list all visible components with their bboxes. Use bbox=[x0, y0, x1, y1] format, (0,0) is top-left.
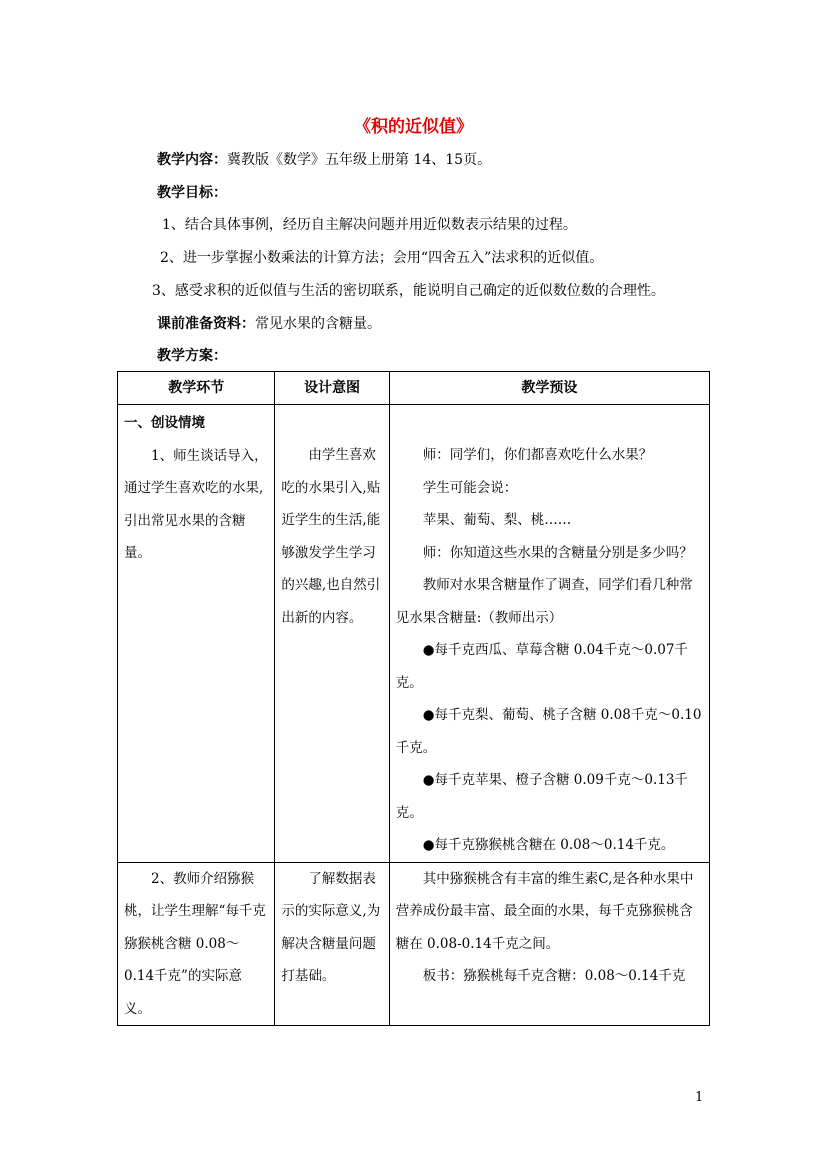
sugar-bullet: ● 每千克苹果、橙子含糖 0.09千克～0.13千克。 bbox=[396, 764, 703, 829]
content-text: 冀教版《数学》五年级上册第 14、15页。 bbox=[227, 152, 492, 168]
goals-label: 教学目标： bbox=[157, 185, 227, 201]
stage-cell bbox=[118, 405, 275, 863]
header-plan: 教学预设 bbox=[389, 372, 709, 405]
goals-heading bbox=[157, 183, 227, 203]
preparation bbox=[157, 314, 381, 334]
plan-line: 师：你知道这些水果的含糖量分别是多少吗？ bbox=[422, 544, 693, 561]
intent-text: 由学生喜欢吃的水果引入,贴近学生的生活,能够激发学生学习的兴趣,也自然引出新的内容。 bbox=[281, 447, 381, 626]
prep-text: 常见水果的含糖量。 bbox=[255, 316, 381, 332]
goal-item: 1、结合具体事例，经历自主解决问题并用近似数表示结果的过程。 bbox=[162, 217, 577, 233]
plan-line: 苹果、葡萄、梨、桃…… bbox=[422, 512, 572, 528]
intent-cell bbox=[275, 405, 389, 863]
sugar-bullet: ● 每千克梨、葡萄、桃子含糖 0.08千克～0.10千克。 bbox=[396, 699, 703, 764]
content-label: 教学内容： bbox=[157, 152, 227, 168]
plan-line: 其中猕猴桃含有丰富的维生素C,是各种水果中营养成份最丰富、最全面的水果，每千克猕猴桃含糖在 0.08-0.14千克之间。 bbox=[395, 870, 694, 952]
stage-text: 1、师生谈话导入，通过学生喜欢吃的水果,引出常见水果的含糖量。 bbox=[124, 447, 268, 561]
plan-heading bbox=[157, 346, 227, 366]
table-row bbox=[118, 405, 710, 863]
plan-label: 教学方案： bbox=[157, 348, 227, 364]
table-row bbox=[118, 862, 710, 1026]
teaching-content bbox=[157, 150, 491, 170]
plan-line: 师：同学们，你们都喜欢吃什么水果？ bbox=[422, 447, 653, 463]
goal-item: 3、感受求积的近似值与生活的密切联系，能说明自己确定的近似数位数的合理性。 bbox=[152, 283, 665, 299]
plan-cell bbox=[389, 405, 709, 863]
plan-cell bbox=[389, 862, 709, 1026]
section-title: 一、创设情境 bbox=[124, 415, 205, 431]
stage-cell bbox=[118, 862, 275, 1026]
intent-cell bbox=[275, 862, 389, 1026]
teaching-plan-table bbox=[117, 371, 710, 1026]
plan-line: 学生可能会说： bbox=[422, 479, 518, 496]
goal-item: 2、进一步掌握小数乘法的计算方法；会用“四舍五入”法求积的近似值。 bbox=[160, 250, 604, 266]
plan-line: 板书：猕猴桃每千克含糖：0.08～0.14千克 bbox=[422, 968, 686, 984]
header-stage: 教学环节 bbox=[118, 372, 275, 405]
header-intent: 设计意图 bbox=[275, 372, 389, 405]
prep-label: 课前准备资料： bbox=[157, 316, 255, 332]
document-title: 《积的近似值》 bbox=[354, 117, 473, 137]
plan-line: 教师对水果含糖量作了调查，同学们看几种常见水果含糖量:（教师出示） bbox=[395, 577, 693, 626]
stage-text: 2、教师介绍猕猴桃，让学生理解“每千克猕猴桃含糖 0.08～0.14千克”的实际意义。 bbox=[124, 870, 266, 1017]
table-header-row bbox=[118, 372, 710, 405]
page-number: 1 bbox=[695, 1090, 704, 1105]
sugar-bullet: ● 每千克西瓜、草莓含糖 0.04千克～0.07千克。 bbox=[396, 634, 703, 699]
intent-text: 了解数据表示的实际意义,为解决含糖量问题打基础。 bbox=[281, 870, 381, 984]
sugar-bullet: ● 每千克猕猴桃含糖在 0.08～0.14千克。 bbox=[396, 829, 703, 862]
